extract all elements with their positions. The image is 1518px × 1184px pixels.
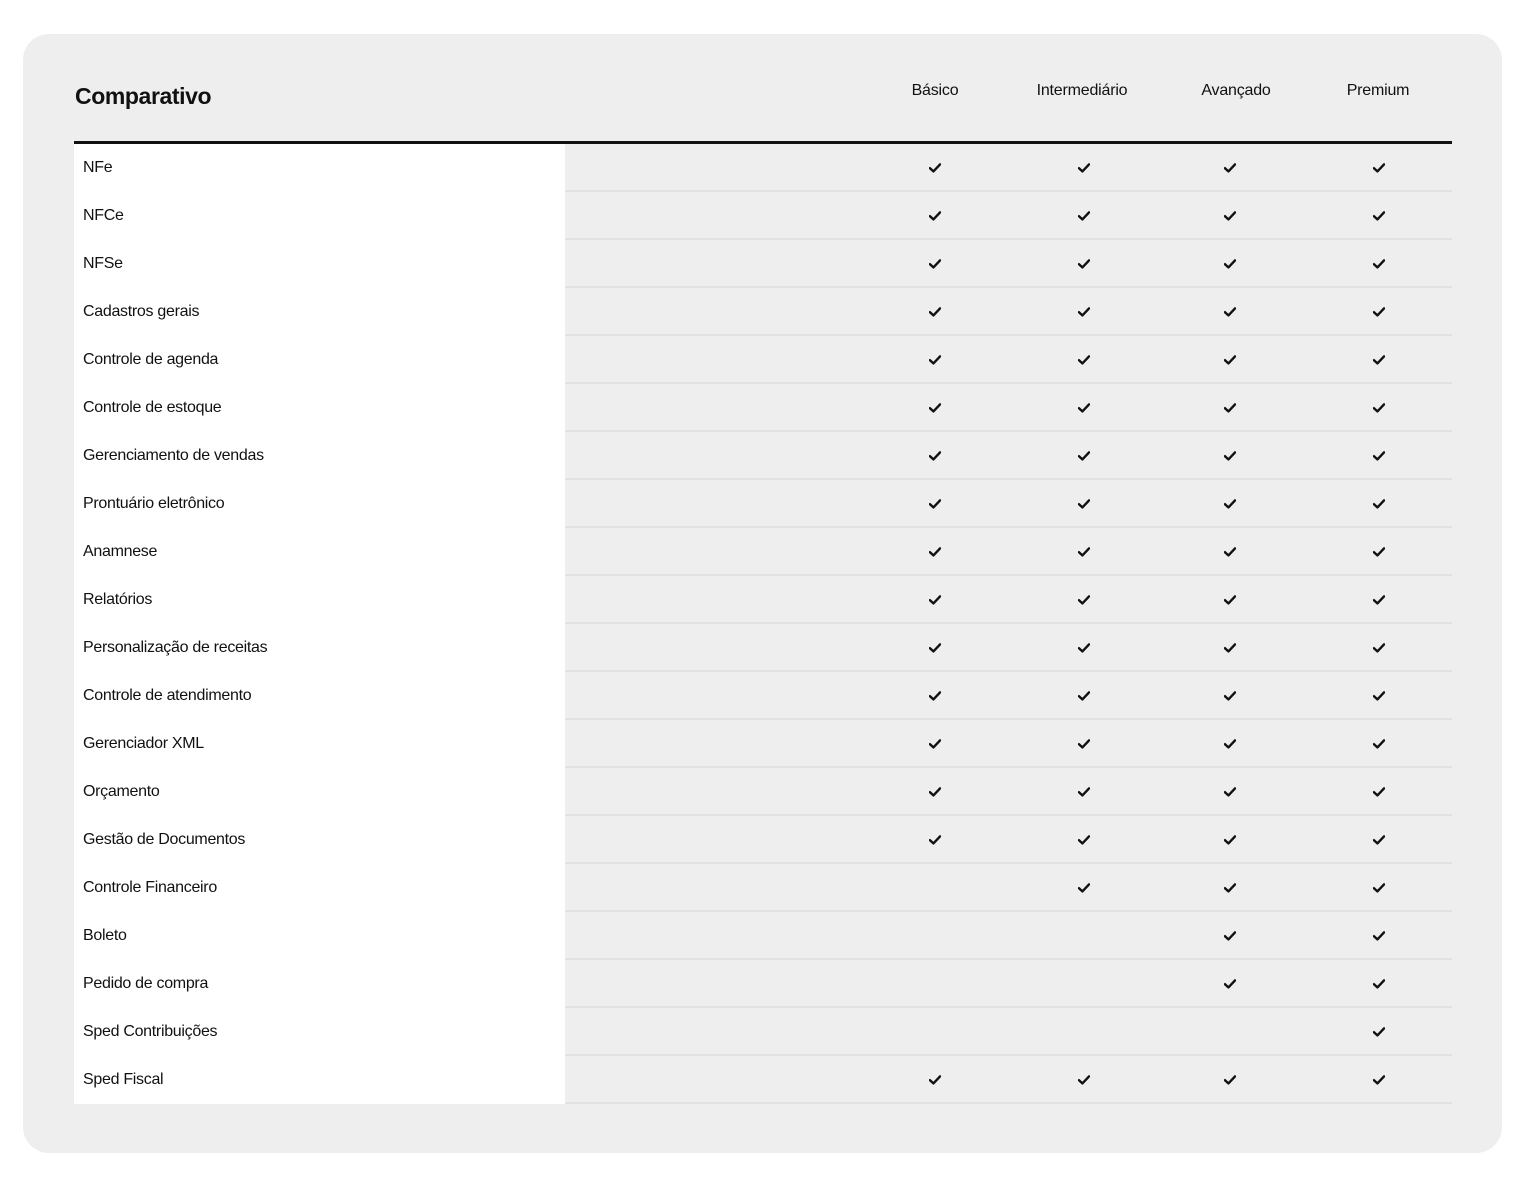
plan-cell-premium [1359, 672, 1399, 720]
table-row [74, 144, 1452, 192]
feature-label: Orçamento [74, 768, 565, 816]
check-icon [1078, 1075, 1090, 1085]
table-row [74, 528, 1452, 576]
plan-cell-avancado [1210, 336, 1250, 384]
check-icon [1373, 259, 1385, 269]
plan-header-intermediario: Intermediário [1036, 82, 1128, 99]
check-icon [929, 595, 941, 605]
check-icon [1224, 1075, 1236, 1085]
plan-cell-premium [1359, 480, 1399, 528]
check-icon [1078, 739, 1090, 749]
check-icon [1373, 499, 1385, 509]
plan-cell-intermediario [1064, 528, 1104, 576]
check-icon [1373, 883, 1385, 893]
check-icon [1373, 547, 1385, 557]
plan-header-avancado: Avançado [1201, 82, 1271, 99]
check-icon [1224, 739, 1236, 749]
check-icon [1078, 451, 1090, 461]
plan-cell-premium [1359, 1056, 1399, 1104]
plan-cell-avancado [1210, 672, 1250, 720]
plan-cell-intermediario [1064, 768, 1104, 816]
plan-cell-intermediario [1064, 192, 1104, 240]
plan-cell-avancado [1210, 528, 1250, 576]
plan-cell-intermediario [1064, 336, 1104, 384]
plan-cell-avancado [1210, 960, 1250, 1008]
feature-label: NFCe [74, 192, 565, 240]
plan-cell-avancado [1210, 384, 1250, 432]
check-icon [929, 547, 941, 557]
feature-label: Controle de estoque [74, 384, 565, 432]
feature-label: Gestão de Documentos [74, 816, 565, 864]
table-row [74, 576, 1452, 624]
plan-cell-intermediario [1064, 624, 1104, 672]
check-icon [1078, 307, 1090, 317]
plan-cell-intermediario [1064, 576, 1104, 624]
plan-header-premium: Premium [1346, 82, 1410, 99]
plan-cell-basico [915, 240, 955, 288]
plan-cell-intermediario [1064, 672, 1104, 720]
table-row [74, 624, 1452, 672]
check-icon [1078, 787, 1090, 797]
feature-label: Anamnese [74, 528, 565, 576]
check-icon [929, 307, 941, 317]
table-row [74, 1056, 1452, 1104]
table-row [74, 192, 1452, 240]
check-icon [929, 787, 941, 797]
table-row [74, 864, 1452, 912]
check-icon [1224, 931, 1236, 941]
plan-cell-premium [1359, 144, 1399, 192]
plan-cell-avancado [1210, 720, 1250, 768]
check-icon [1224, 835, 1236, 845]
check-icon [1373, 211, 1385, 221]
check-icon [1373, 595, 1385, 605]
feature-label: Boleto [74, 912, 565, 960]
table-row [74, 720, 1452, 768]
check-icon [1078, 595, 1090, 605]
feature-label: Sped Fiscal [74, 1056, 565, 1104]
plan-cell-avancado [1210, 480, 1250, 528]
check-icon [1078, 163, 1090, 173]
plan-cell-premium [1359, 960, 1399, 1008]
plan-cell-basico [915, 816, 955, 864]
check-icon [1078, 499, 1090, 509]
feature-label: Cadastros gerais [74, 288, 565, 336]
check-icon [1373, 787, 1385, 797]
check-icon [1224, 259, 1236, 269]
plan-cell-basico [915, 1056, 955, 1104]
check-icon [929, 643, 941, 653]
check-icon [1224, 163, 1236, 173]
plan-cell-premium [1359, 288, 1399, 336]
check-icon [1224, 595, 1236, 605]
feature-label: Controle Financeiro [74, 864, 565, 912]
feature-label: Gerenciador XML [74, 720, 565, 768]
plan-cell-avancado [1210, 144, 1250, 192]
check-icon [1224, 691, 1236, 701]
plan-cell-basico [915, 192, 955, 240]
check-icon [1078, 835, 1090, 845]
table-row [74, 432, 1452, 480]
check-icon [1078, 259, 1090, 269]
table-row [74, 816, 1452, 864]
plan-cell-premium [1359, 720, 1399, 768]
plan-cell-basico [915, 960, 955, 1008]
plan-cell-premium [1359, 768, 1399, 816]
feature-label: NFSe [74, 240, 565, 288]
plan-cell-basico [915, 768, 955, 816]
check-icon [929, 1075, 941, 1085]
plan-cell-basico [915, 144, 955, 192]
check-icon [929, 355, 941, 365]
plan-cell-basico [915, 384, 955, 432]
plan-cell-avancado [1210, 1008, 1250, 1056]
check-icon [929, 835, 941, 845]
table-row [74, 288, 1452, 336]
plan-cell-basico [915, 1008, 955, 1056]
plan-cell-intermediario [1064, 480, 1104, 528]
feature-label: Controle de atendimento [74, 672, 565, 720]
feature-table [74, 144, 1452, 1104]
plan-cell-avancado [1210, 768, 1250, 816]
table-row [74, 768, 1452, 816]
check-icon [1373, 931, 1385, 941]
check-icon [1224, 403, 1236, 413]
plan-cell-intermediario [1064, 432, 1104, 480]
plan-cell-basico [915, 336, 955, 384]
plan-cell-basico [915, 288, 955, 336]
plan-cell-intermediario [1064, 240, 1104, 288]
check-icon [929, 211, 941, 221]
plan-cell-avancado [1210, 624, 1250, 672]
plan-cell-intermediario [1064, 144, 1104, 192]
plan-cell-avancado [1210, 864, 1250, 912]
plan-cell-intermediario [1064, 384, 1104, 432]
plan-cell-avancado [1210, 240, 1250, 288]
plan-cell-premium [1359, 624, 1399, 672]
check-icon [1224, 979, 1236, 989]
check-icon [1078, 355, 1090, 365]
plan-cell-premium [1359, 576, 1399, 624]
plan-cell-premium [1359, 432, 1399, 480]
check-icon [1224, 451, 1236, 461]
check-icon [1224, 643, 1236, 653]
check-icon [1224, 547, 1236, 557]
plan-cell-intermediario [1064, 720, 1104, 768]
check-icon [929, 451, 941, 461]
plan-cell-basico [915, 576, 955, 624]
check-icon [1373, 451, 1385, 461]
plan-cell-basico [915, 720, 955, 768]
check-icon [1078, 403, 1090, 413]
plan-cell-premium [1359, 336, 1399, 384]
check-icon [1373, 691, 1385, 701]
feature-label: Pedido de compra [74, 960, 565, 1008]
check-icon [1373, 163, 1385, 173]
check-icon [1373, 403, 1385, 413]
page-title: Comparativo [75, 83, 212, 109]
plan-cell-intermediario [1064, 864, 1104, 912]
check-icon [1078, 883, 1090, 893]
check-icon [929, 739, 941, 749]
plan-cell-intermediario [1064, 960, 1104, 1008]
plan-cell-basico [915, 864, 955, 912]
plan-cell-basico [915, 528, 955, 576]
plan-cell-premium [1359, 816, 1399, 864]
plan-cell-avancado [1210, 576, 1250, 624]
check-icon [1078, 691, 1090, 701]
check-icon [1373, 835, 1385, 845]
check-icon [1078, 547, 1090, 557]
check-icon [1373, 1027, 1385, 1037]
check-icon [1373, 1075, 1385, 1085]
check-icon [1224, 787, 1236, 797]
check-icon [929, 691, 941, 701]
plan-cell-avancado [1210, 192, 1250, 240]
plan-cell-avancado [1210, 816, 1250, 864]
plan-cell-basico [915, 480, 955, 528]
plan-cell-premium [1359, 864, 1399, 912]
plan-cell-basico [915, 912, 955, 960]
plan-cell-premium [1359, 192, 1399, 240]
plan-cell-intermediario [1064, 1008, 1104, 1056]
feature-label: NFe [74, 144, 565, 192]
check-icon [1373, 739, 1385, 749]
plan-cell-premium [1359, 240, 1399, 288]
check-icon [929, 403, 941, 413]
feature-label: Personalização de receitas [74, 624, 565, 672]
table-row [74, 336, 1452, 384]
check-icon [1224, 307, 1236, 317]
check-icon [1373, 307, 1385, 317]
plan-cell-avancado [1210, 912, 1250, 960]
table-row [74, 240, 1452, 288]
plan-header-basico: Básico [911, 82, 959, 99]
plan-cell-intermediario [1064, 912, 1104, 960]
table-row [74, 384, 1452, 432]
check-icon [1078, 211, 1090, 221]
check-icon [929, 499, 941, 509]
feature-label: Gerenciamento de vendas [74, 432, 565, 480]
feature-label: Prontuário eletrônico [74, 480, 565, 528]
table-row [74, 1008, 1452, 1056]
feature-label: Controle de agenda [74, 336, 565, 384]
table-row [74, 912, 1452, 960]
plan-cell-avancado [1210, 288, 1250, 336]
plan-cell-intermediario [1064, 288, 1104, 336]
check-icon [1373, 643, 1385, 653]
plan-cell-avancado [1210, 1056, 1250, 1104]
check-icon [1373, 979, 1385, 989]
row-divider [565, 1102, 1452, 1104]
check-icon [929, 259, 941, 269]
plan-cell-avancado [1210, 432, 1250, 480]
feature-label: Relatórios [74, 576, 565, 624]
plan-cell-basico [915, 672, 955, 720]
plan-cell-premium [1359, 1008, 1399, 1056]
plan-cell-basico [915, 432, 955, 480]
plan-cell-premium [1359, 912, 1399, 960]
plan-cell-intermediario [1064, 816, 1104, 864]
check-icon [1224, 211, 1236, 221]
plan-cell-premium [1359, 384, 1399, 432]
check-icon [1373, 355, 1385, 365]
table-row [74, 480, 1452, 528]
check-icon [929, 163, 941, 173]
table-row [74, 960, 1452, 1008]
feature-label: Sped Contribuições [74, 1008, 565, 1056]
check-icon [1224, 883, 1236, 893]
comparison-card [23, 34, 1502, 1153]
plan-cell-intermediario [1064, 1056, 1104, 1104]
plan-cell-premium [1359, 528, 1399, 576]
check-icon [1224, 355, 1236, 365]
plan-cell-basico [915, 624, 955, 672]
table-row [74, 672, 1452, 720]
check-icon [1078, 643, 1090, 653]
check-icon [1224, 499, 1236, 509]
